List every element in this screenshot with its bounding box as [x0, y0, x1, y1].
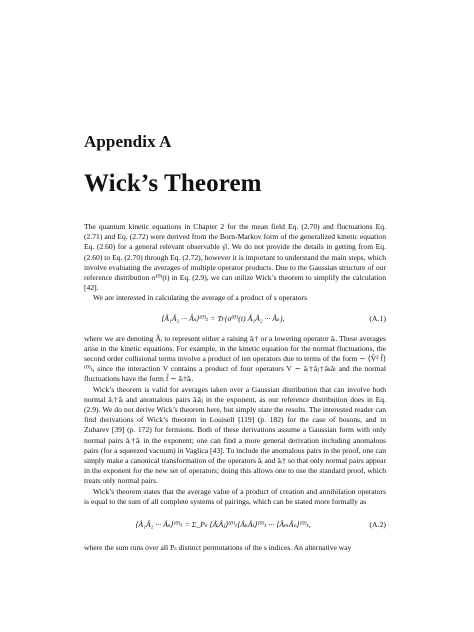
paragraph-6: where the sum runs over all Pₛ distinct permutations of the s indices. An alternative way [84, 543, 352, 553]
appendix-label: Appendix A [84, 132, 172, 151]
equation-a2-number: (A.2) [369, 520, 386, 530]
paragraph-4: Wick’s theorem is valid for averages taken over a Gaussian distribution that can involve both normal âᵢ†âᵢ and anomalous pairs âᵢâⱼ in the exponent, as our reference distribution does in Eq. (2.9). We do not derive Wick’s theorem here, but simply state the results. The interested reader can find derivations of Wick’s theorem in Louisell [119] (p. 182) for the case of bosons, and in Zubarev [39] (p. 172) for fermions. Both of these derivations assume a Gaussian form with only normal pairs âᵢ†âᵢ in the exponent; one can find a more general derivation including anomalous pairs (for a squeezed vacuum) in Vaglica [43]. To include the anomalous pairs in the proof, one can simply make a canonical transformation of the operators âᵢ and âᵢ† so that only normal pairs appear in the exponent for the new set of operators; doing this allows one to use the standard proof, which treats only normal pairs. [84, 384, 386, 486]
equation-a1-number: (A.1) [369, 313, 386, 323]
equation-a1 [84, 310, 386, 328]
paragraph-2: We are interested in calculating the average of a product of s operators [93, 293, 308, 303]
equation-a2 [84, 513, 386, 537]
chapter-title: Wick’s Theorem [84, 170, 262, 197]
body-text [84, 222, 386, 553]
equation-a1-expression: ⟨Â₁Â₂ ··· Âₛ⟩⁽⁰⁾ₜ = Tr{σ⁽⁰⁾(t) Â₁Â₂ ··· Âₛ}, [161, 313, 285, 323]
paragraph-1: The quantum kinetic equations in Chapter 2 for the mean field Eq. (2.70) and fluctuations Eq. (2.71) and Eq. (2.72) were derived from the Born-Markov form of the generalized kinetic equation Eq. (2.60) for a general relevant observable γ̂ₗ. We do not provide the details in getting from Eq. (2.60) to Eq. (2.70) through Eq. (2.72), however it is important to understand the main steps, which involve evaluating the averages of multiple operator products. Due to the Gaussian structure of our reference distribution σ⁽⁰⁾(t) in Eq. (2.9), we can utilize Wick’s theorem to simplify the calculation [42]. [84, 222, 386, 293]
paragraph-5: Wick’s theorem states that the average value of a product of creation and annihilation operators is equal to the sum of all complete systems of pairings, which can be stated more formally as [84, 486, 386, 506]
paragraph-3: where we are denoting Âᵢ to represent either a raising âᵢ† or a lowering operator âᵢ. These averages arise in the kinetic equations. For example, in the kinetic equation for the normal fluctuations, the second order collisional terms involve a product of ten operators due to terms of the form ∼ ⟨V̂² f̂⟩⁽⁰⁾ₜ, since the interaction V contains a product of four operators V ∼ âᵢ†âⱼ†âₖâₗ and the normal fluctuations have the form f̂ ∼ âᵢ†âᵢ. [84, 333, 386, 384]
equation-a2-expression: ⟨Â₁Â₂ ··· Âₛ⟩⁽⁰⁾ₜ = Σ_Pₛ ⟨ÂᵢÂⱼ⟩⁽⁰⁾ₜ⟨ÂₖÂₗ⟩⁽⁰⁾ₜ ··· ⟨ÂₘÂₙ⟩⁽⁰⁾ₜ, [135, 520, 311, 530]
